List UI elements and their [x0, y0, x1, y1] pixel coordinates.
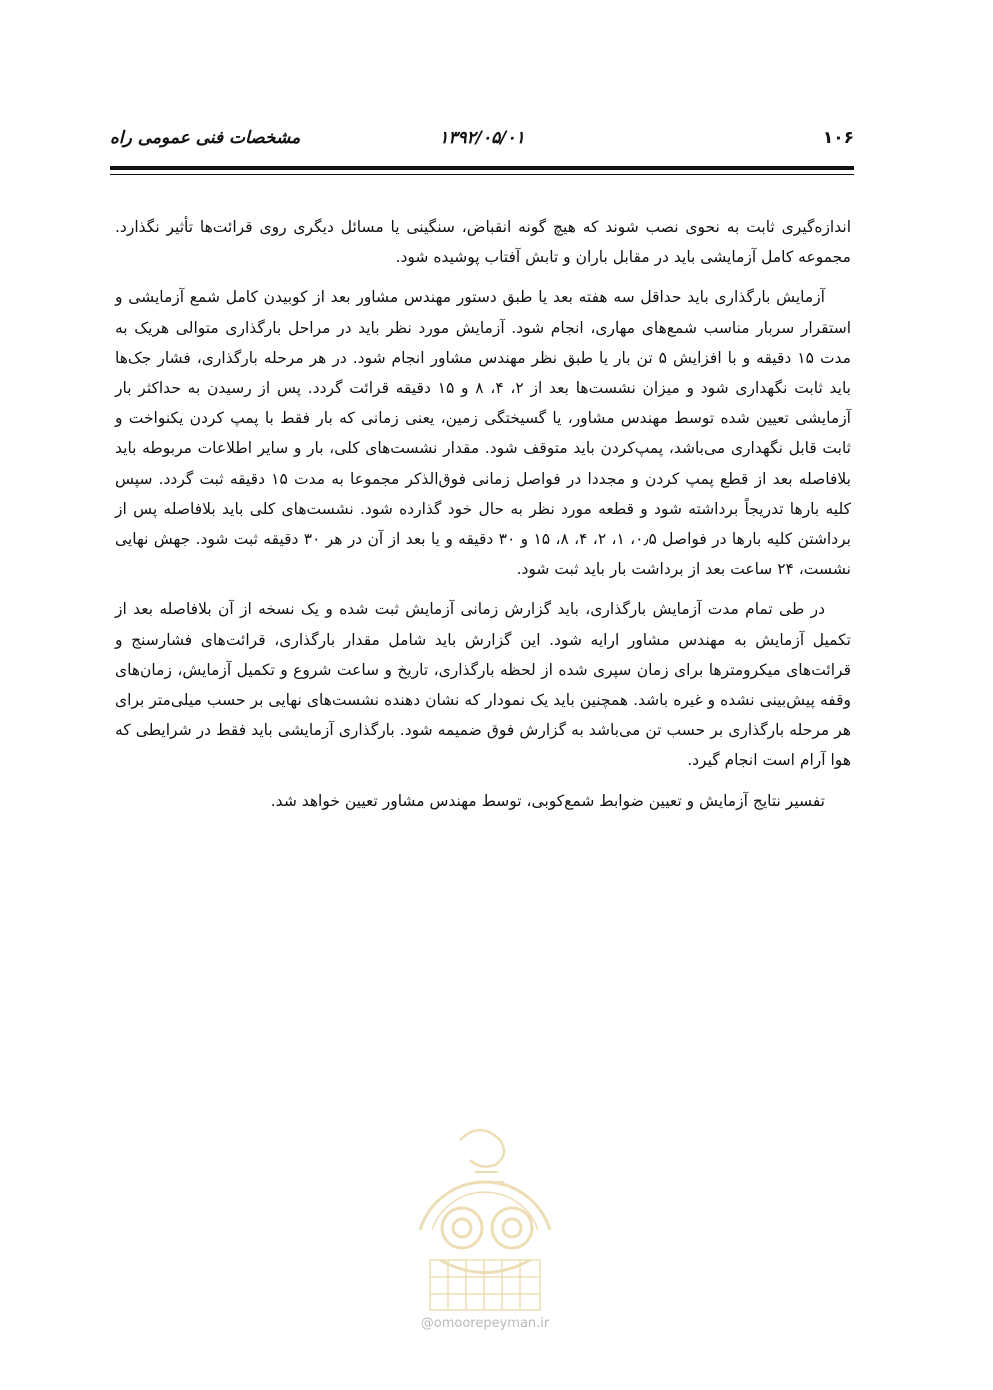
body-text	[115, 212, 851, 826]
header-rule-thin	[110, 174, 854, 175]
watermark-url: @omoorepeyman.ir	[420, 1316, 550, 1331]
page-number: ۱۰۶	[822, 128, 854, 148]
header-rule-thick	[110, 166, 854, 170]
paragraph-4: تفسیر نتایج آزمایش و تعیین ضوابط شمع‌کوبی، توسط مهندس مشاور تعیین خواهد شد.	[270, 791, 825, 810]
logo-icon	[400, 1110, 570, 1330]
header-date: ۱۳۹۲/۰۵/۰۱	[439, 128, 525, 148]
header-title: مشخصات فنی عمومی راه	[110, 128, 301, 148]
paragraph-2: آزمایش بارگذاری باید حداقل سه هفته بعد یا طبق دستور مهندس مشاور بعد از کوبیدن کامل شمع آزمایشی و استقرار سربار مناسب شمع‌های مهاری، انجام شود. آزمایش مورد نظر باید در مراحل بارگذاری متوالی هریک به مدت ۱۵ دقیقه و با افزایش ۵ تن بار یا طبق نظر مهندس مشاور انجام شود. در هر مرحله بارگذاری، فشار جک‌ها باید ثابت نگهداری شود و میزان نشست‌ها بعد از ۲، ۴، ۸ و ۱۵ دقیقه قرائت گردد. پس از رسیدن به حداکثر بار آزمایشی تعیین شده توسط مهندس مشاور، یا گسیختگی زمین، یعنی زمانی که بار فقط با پمپ کردن یکنواخت و ثابت قابل نگهداری می‌باشد، پمپ‌کردن باید متوقف شود. مقدار نشست‌های کلی، بار و سایر اطلاعات مربوطه باید بلافاصله بعد از قطع پمپ کردن و مجددا در فواصل زمانی فوق‌الذکر مجموعا به مدت ۱۵ دقیقه ثبت گردد. سپس کلیه بارها تدریجاً برداشته شود و قطعه مورد نظر به حال خود گذارده شود. نشست‌های کلی باید بلافاصله پس از برداشتن کلیه بارها در فواصل ۰٫۵، ۱، ۲، ۴، ۸، ۱۵ و ۳۰ دقیقه و یا بعد از آن در هر ۳۰ دقیقه ثبت شود. جهش نهایی نشست، ۲۴ ساعت بعد از برداشت بار باید ثبت شود.	[115, 288, 851, 579]
paragraph-1: اندازه‌گیری ثابت به نحوی نصب شوند که هیچ گونه انقباض، سنگینی یا مسائل دیگری روی قرائت‌ها تأثیر نگذارد. مجموعه کامل آزمایشی باید در مقابل باران و تابش آفتاب پوشیده شود.	[115, 218, 851, 267]
page-header	[110, 128, 854, 158]
paragraph-3: در طی تمام مدت آزمایش بارگذاری، باید گزارش زمانی آزمایش ثبت شده و یک نسخه از آن بلافاصله بعد از تکمیل آزمایش به مهندس مشاور ارایه شود. این گزارش باید شامل مقدار بارگذاری، قرائت‌های فشارسنج و قرائت‌های میکرومترها برای زمان سپری شده از لحظه بارگذاری، تاریخ و ساعت شروع و تکمیل آزمایش، زمان‌های وقفه پیش‌بینی نشده و غیره باشد. همچنین باید یک نمودار که نشان دهنده نشست‌های نهایی بر حسب میلی‌متر برای هر مرحله بارگذاری بر حسب تن می‌باشد به گزارش فوق ضمیمه شود. بارگذاری آزمایشی باید فقط در شرایطی که هوا آرام است انجام گیرد.	[115, 600, 851, 770]
